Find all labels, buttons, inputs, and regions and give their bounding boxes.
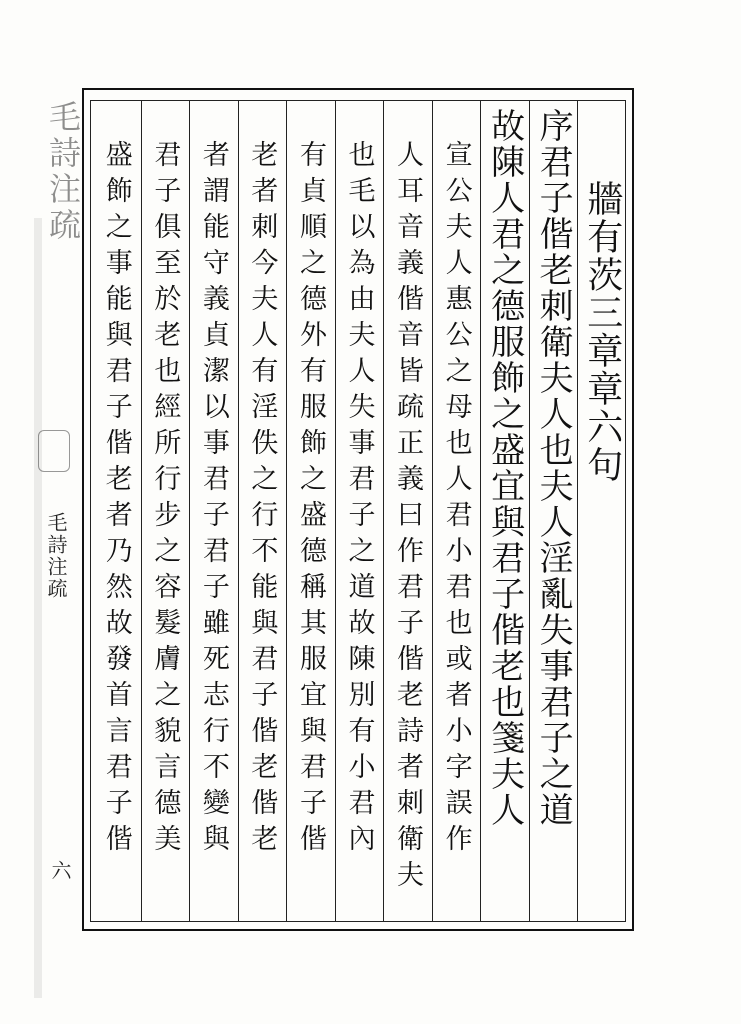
column-rule	[141, 100, 142, 922]
column-rule	[189, 100, 190, 922]
binding-shadow	[34, 218, 42, 998]
text-column: 盛飾之事能與君子偕老者乃然故發首言君子偕	[100, 140, 132, 860]
fish-tail-mark-icon	[38, 430, 70, 472]
chapter-note: 牆有茨三章章六句	[581, 180, 623, 484]
text-column: 宣公夫人惠公之母也人君小君也或者小字誤作	[440, 140, 472, 860]
text-column: 君子俱至於老也經所行步之容髮膚之貌言德美	[149, 140, 181, 860]
column-rule	[432, 100, 433, 922]
text-column: 故陳人君之德服飾之盛宜與君子偕老也箋夫人	[484, 108, 525, 828]
book-title: 毛詩注疏	[44, 512, 68, 600]
text-column: 者謂能守義貞潔以事君子君子雖死志行不變與	[197, 140, 229, 860]
column-rule	[480, 100, 481, 922]
text-column: 序君子偕老刺衛夫人也夫人淫亂失事君子之道	[533, 108, 574, 828]
column-rule	[577, 100, 578, 922]
column-rule	[335, 100, 336, 922]
text-column: 人耳音義偕音皆疏正義曰作君子偕老詩者刺衛夫	[392, 140, 424, 896]
page-margin	[34, 100, 80, 920]
text-column: 有貞順之德外有服飾之盛德稱其服宜與君子偕	[294, 140, 326, 860]
text-column: 老者刺今夫人有淫佚之行不能與君子偕老偕老	[246, 140, 278, 860]
column-rule	[383, 100, 384, 922]
page-number: 六	[48, 860, 72, 880]
column-rule	[529, 100, 530, 922]
text-column: 也毛以為由夫人失事君子之道故陳別有小君內	[343, 140, 375, 860]
column-rule	[286, 100, 287, 922]
margin-faded-text: 毛詩注疏	[44, 100, 82, 244]
column-rule	[238, 100, 239, 922]
